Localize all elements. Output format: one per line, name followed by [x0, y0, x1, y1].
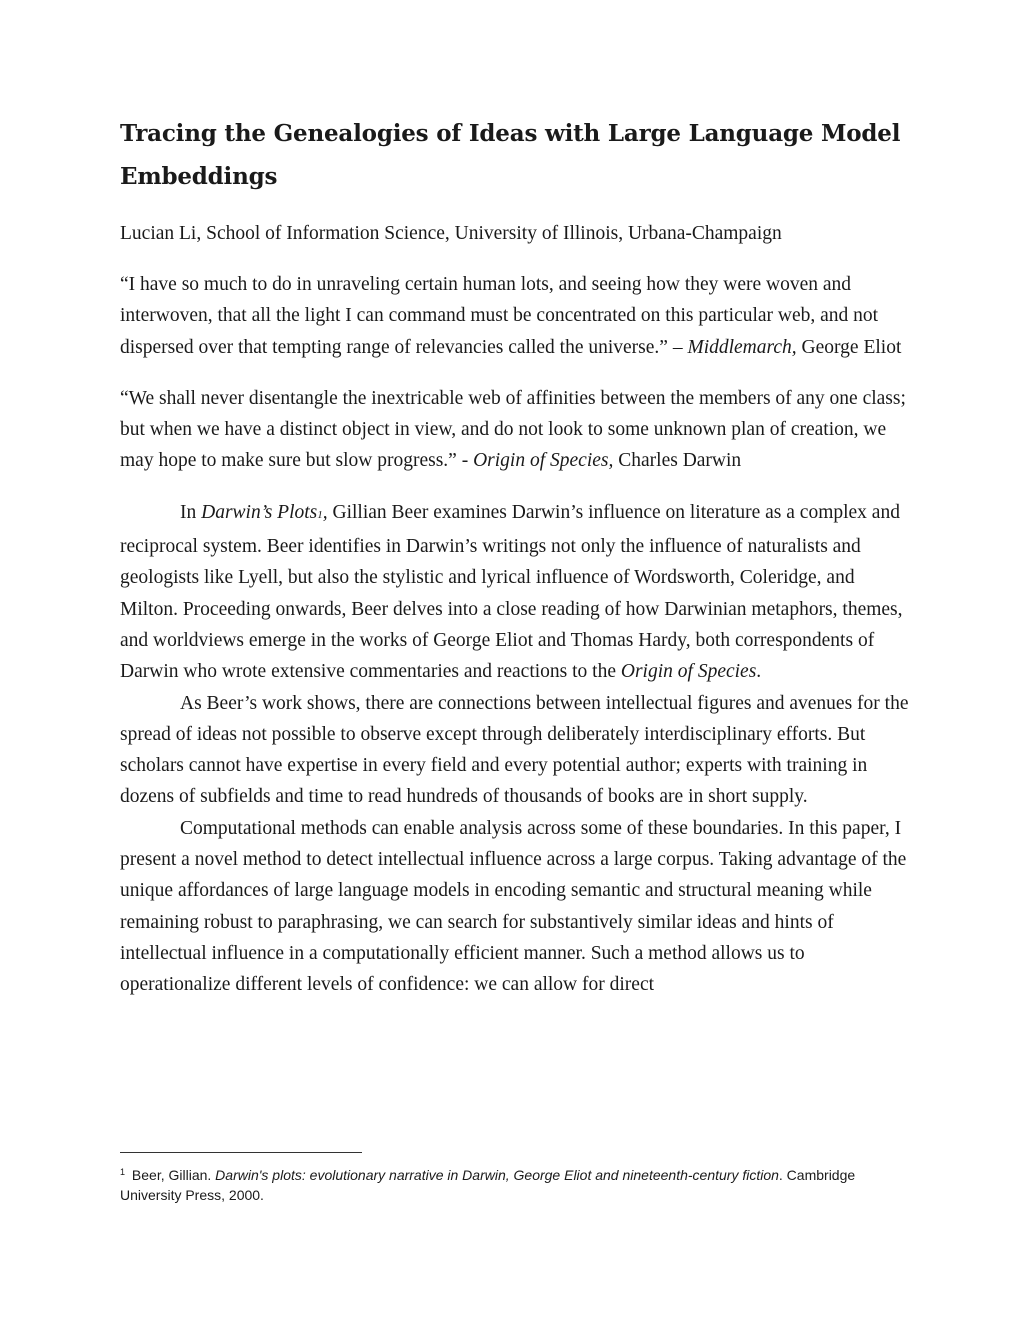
epigraph-source-author: Charles Darwin: [613, 450, 742, 472]
book-title: Origin of Species: [620, 661, 757, 683]
footnote-title: Darwin's plots: evolutionary narrative in Darwin, George Eliot and nineteenth-century fiction: [215, 1167, 779, 1183]
footnote-mark: 1: [120, 1167, 126, 1177]
footnote-divider: [120, 1152, 362, 1153]
punctuation: ,: [322, 501, 328, 523]
footnote-publisher: . Cambridge University Press, 2000.: [120, 1167, 856, 1203]
epigraph-quote: “We shall never disentangle the inextricable web of affinities between the members of any one class; but when we have a distinct object in view, and do not look to some unknown plan of creation, we may hope to make sure but slow progress.” -: [120, 387, 906, 472]
epigraph-source-title: Middlemarch,: [687, 336, 797, 358]
punctuation: .: [756, 661, 762, 683]
body-paragraph-1: [120, 497, 910, 688]
paper-title: Tracing the Genealogies of Ideas with Large Language Model Embeddings: [120, 120, 901, 190]
footnote-author: Beer, Gillian.: [128, 1167, 216, 1183]
paragraph-text: Gillian Beer examines Darwin’s influence on literature as a complex and reciprocal system. Beer identifies in Darwin’s writings not only the influence of naturalists and geologists like Lyell, but also the stylistic and lyrical influence of Wordsworth, Coleridge, and Milton. Proceeding onwards, Beer delves into a close reading of how Darwinian metaphors, themes, and worldviews emerge in the works of George Eliot and Thomas Hardy, both correspondents of Darwin who wrote extensive commentaries and reactions to the: [120, 501, 903, 683]
book-title: Darwin’s Plots: [201, 501, 318, 523]
epigraph-origin-of-species: [120, 383, 910, 477]
epigraph-quote: “I have so much to do in unraveling certain human lots, and seeing how they were woven and interwoven, that all the light I can command must be concentrated on this particular web, and not dispersed over that tempting range of relevancies called the universe.” –: [120, 274, 879, 358]
body-paragraph-2: As Beer’s work shows, there are connections between intellectual figures and avenues for the spread of ideas not possible to observe except through deliberately interdisciplinary efforts. But scholars cannot have expertise in every field and every potential author; experts with training in dozens of subfields and time to read hundreds of thousands of books are in short supply.: [120, 692, 909, 808]
epigraph-middlemarch: [120, 269, 910, 363]
footnote-reference[interactable]: 1: [317, 508, 323, 521]
paper-page: [120, 112, 910, 1001]
footnote: [120, 1162, 920, 1205]
body-paragraph-3: Computational methods can enable analysis across some of these boundaries. In this paper, I present a novel method to detect intellectual influence across a large corpus. Taking advantage of the unique affordances of large language models in encoding semantic and structural meaning while remaining robust to paraphrasing, we can search for substantively similar ideas and hints of intellectual influence in a computationally efficient manner. Such a method allows us to operationalize different levels of confidence: we can allow for direct: [120, 817, 907, 996]
epigraph-source-author: George Eliot: [796, 336, 902, 358]
author-affiliation: Lucian Li, School of Information Science, University of Illinois, Urbana-Champaign: [120, 223, 782, 244]
paragraph-lead: In: [180, 501, 202, 523]
epigraph-source-title: Origin of Species,: [473, 450, 614, 472]
